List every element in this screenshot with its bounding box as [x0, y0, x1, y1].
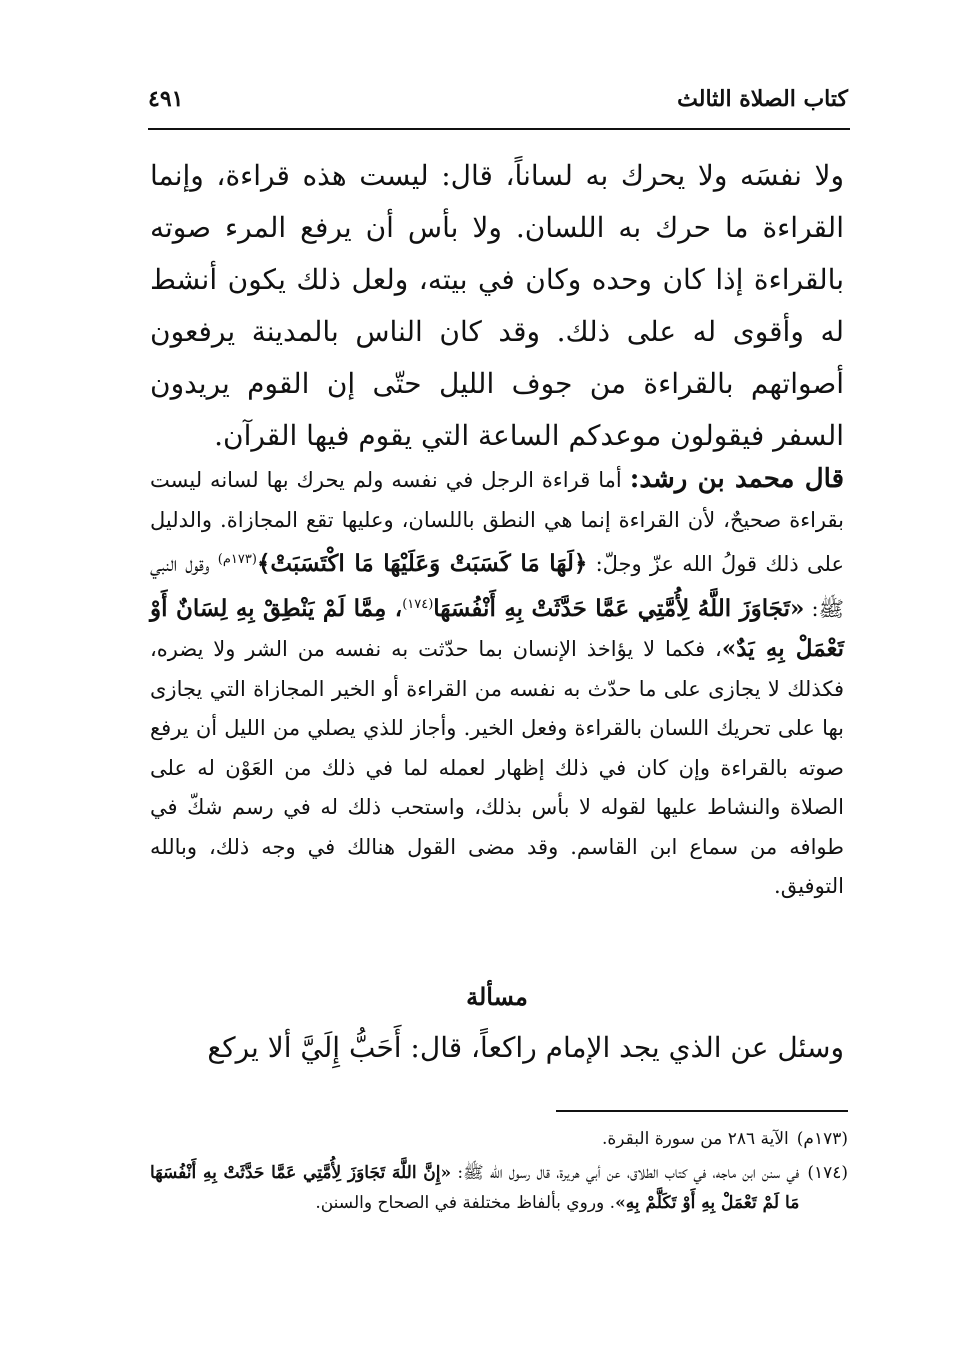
hadith-quote: «تَجَاوَزَ اللَّهُ لِأُمَّتِي عَمَّا حَدَّثَتْ بِهِ أَنْفُسَهَا [433, 594, 805, 622]
speaker-label: قال محمد بن رشد: [629, 464, 845, 494]
paragraph-3: وسئل عن الذي يجد الإمام راكعاً، قال: أَحَبُّ إِلَيَّ ألا يركع [207, 1031, 844, 1064]
header-title: كتاب الصلاة الثالث [677, 86, 848, 112]
footnote-number: (١٧٣م) [796, 1129, 848, 1149]
page-number: ٤٩١ [148, 86, 184, 112]
section-heading: مسألة [466, 982, 528, 1011]
running-header [148, 84, 848, 128]
footnotes [150, 1124, 848, 1222]
footnote-hadith-quote: «إِنَّ اللَّهَ تَجَاوَزَ لِأُمَّتِي عَمَّا حَدَّثَتْ بِهِ أَنْفُسَهَا مَا لَمْ تَعْمَلْ بِهِ أَوْ تَكَلَّمْ بِهِ» [150, 1163, 800, 1213]
footnote-text-b: . وروي بألفاظ مختلفة في الصحاح والسنن. [315, 1193, 616, 1213]
footnote-ref-173[interactable]: (١٧٣م) [217, 552, 257, 567]
footnote-173 [150, 1124, 848, 1154]
quran-verse: ﴿لَهَا مَا كَسَبَتْ وَعَلَيْهَا مَا اكْتَسَبَتْ﴾ [256, 550, 588, 577]
hadith-quote-continued: ، مِمَّا لَمْ يَنْطِقْ بِهِ لِسَانٌ أَوْ تَعْمَلْ بِهِ يَدٌ» [150, 594, 845, 662]
paragraph-2 [150, 460, 844, 907]
footnote-ref-174[interactable]: (١٧٤) [402, 596, 434, 612]
footnote-text-a: في سنن ابن ماجه، في كتاب الطلاق، عن أبي هريرة، قال رسول الله ﷺ: [457, 1163, 800, 1183]
commentary-text-a: أما قراءة الرجل في نفسه ولم يحرك بها لسانه ليست بقراءة صحيحٌ، لأن القراءة إنما هي النطق باللسان، وعليها تقع المجازاة. والدليل على ذلك قولُ الله عزّ وجلّ: [150, 468, 844, 576]
header-rule [148, 128, 850, 130]
paragraph-1: ولا نفسَه ولا يحرك به لساناً، قال: ليست هذه قراءة، وإنما القراءة ما حرك به اللسان. ولا بأس أن يرفع المرء صوته بالقراءة إذا كان وحده وكان في بيته، ولعل ذلك يكون أنشط له وأقوى له على ذلك. وقد كان الناس بالمدينة يرفعون أصواتهم بالقراءة من جوف الليل حتّى إن القوم يريدون السفر فيقولون موعدكم الساعة التي يقوم فيها القرآن. [150, 159, 844, 452]
commentary-text-c: ، فكما لا يؤاخذ الإنسان بما حدّثت به نفسه من الشر ولا يضره، فكذلك لا يجازى على ما حدّث به نفسه من القراءة أو الخير المجازاة التي يجازى بها على تحريك اللسان بالقراءة وفعل الخير. وأجاز للذي يصلي من الليل أن يرفع صوته بالقراءة وإن كان في ذلك إظهار لعمله لما في ذلك من العَوْن له على الصلاة والنشاط عليها لقوله لا بأس بذلك، واستحب ذلك له في رسم شكّ في طوافه من سماع ابن القاسم. وقد مضى القول هنالك في وجه ذلك، وبالله التوفيق. [150, 637, 844, 898]
footnote-text: الآية ٢٨٦ من سورة البقرة. [601, 1129, 789, 1149]
footnote-174 [150, 1158, 848, 1218]
commentary-text-b: وقول النبي ﷺ: [150, 552, 844, 621]
footnote-rule [556, 1110, 848, 1112]
footnote-text [150, 1158, 799, 1218]
footnote-number: (١٧٤) [807, 1163, 848, 1183]
